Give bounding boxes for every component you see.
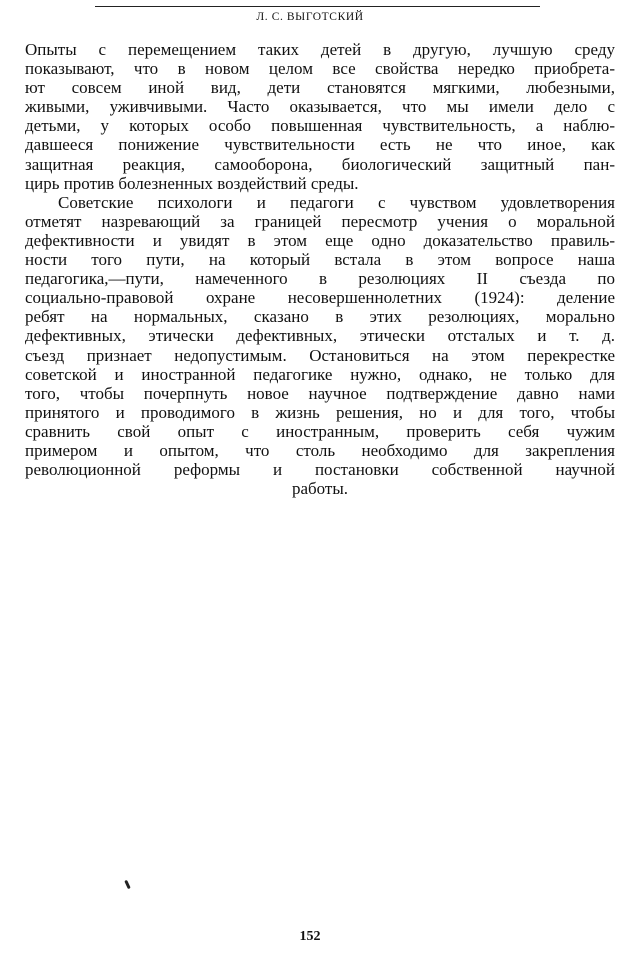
page-number: 152 bbox=[299, 929, 321, 944]
text-line: социально-правовой охране несовершеннолетних (1924): деление bbox=[25, 288, 615, 308]
text-line: сравнить свой опыт с иностранным, проверить себя чужим bbox=[25, 421, 615, 441]
text-line: примером и опытом, что столь необходимо для закрепления bbox=[25, 440, 615, 460]
text-line: детьми, у которых особо повышенная чувствительность, а наблю- bbox=[25, 116, 615, 136]
text-line: Опыты с перемещением таких детей в другую, лучшую среду bbox=[25, 40, 615, 59]
text-line: советской и иностранной педагогике нужно, однако, не только для bbox=[25, 364, 615, 384]
body-text bbox=[25, 40, 615, 498]
text-line: съезд признает недопустимым. Остановиться на этом перекрестке bbox=[25, 345, 615, 365]
text-line: показывают, что в новом целом все свойства нередко приобрета- bbox=[25, 59, 615, 79]
print-speck bbox=[124, 880, 131, 889]
text-line: ности того пути, на который встала в этом вопросе наша bbox=[25, 250, 615, 270]
text-line: защитная реакция, самооборона, биологический защитный пан- bbox=[25, 154, 615, 174]
text-line: ребят на нормальных, сказано в этих резолюциях, морально bbox=[25, 307, 615, 327]
text-line: отметят назревающий за границей пересмотр учения о моральной bbox=[25, 211, 615, 231]
header-rule bbox=[95, 6, 540, 7]
text-line: дефективных, этически дефективных, этически отсталых и т. д. bbox=[25, 326, 615, 346]
text-line: давшееся понижение чувствительности есть не что иное, как bbox=[25, 135, 615, 155]
text-line: дефективности и увидят в этом еще одно доказательство правиль- bbox=[25, 230, 615, 250]
text-line: ют совсем иной вид, дети становятся мягкими, любезными, bbox=[25, 78, 615, 98]
text-line: того, чтобы почерпнуть новое научное подтверждение давно нами bbox=[25, 383, 615, 403]
text-line: работы. bbox=[291, 479, 349, 499]
text-line: живыми, уживчивыми. Часто оказывается, что мы имели дело с bbox=[25, 97, 615, 117]
text-line: Советские психологи и педагоги с чувством удовлетворения bbox=[58, 192, 615, 212]
text-line: педагогика,—пути, намеченного в резолюциях II съезда по bbox=[25, 269, 615, 289]
text-line: цирь против болезненных воздействий среды. bbox=[25, 173, 359, 193]
running-head: Л. С. ВЫГОТСКИЙ bbox=[256, 11, 364, 23]
text-line: революционной реформы и постановки собственной научной bbox=[25, 460, 615, 480]
text-line: принятого и проводимого в жизнь решения, но и для того, чтобы bbox=[25, 402, 615, 422]
